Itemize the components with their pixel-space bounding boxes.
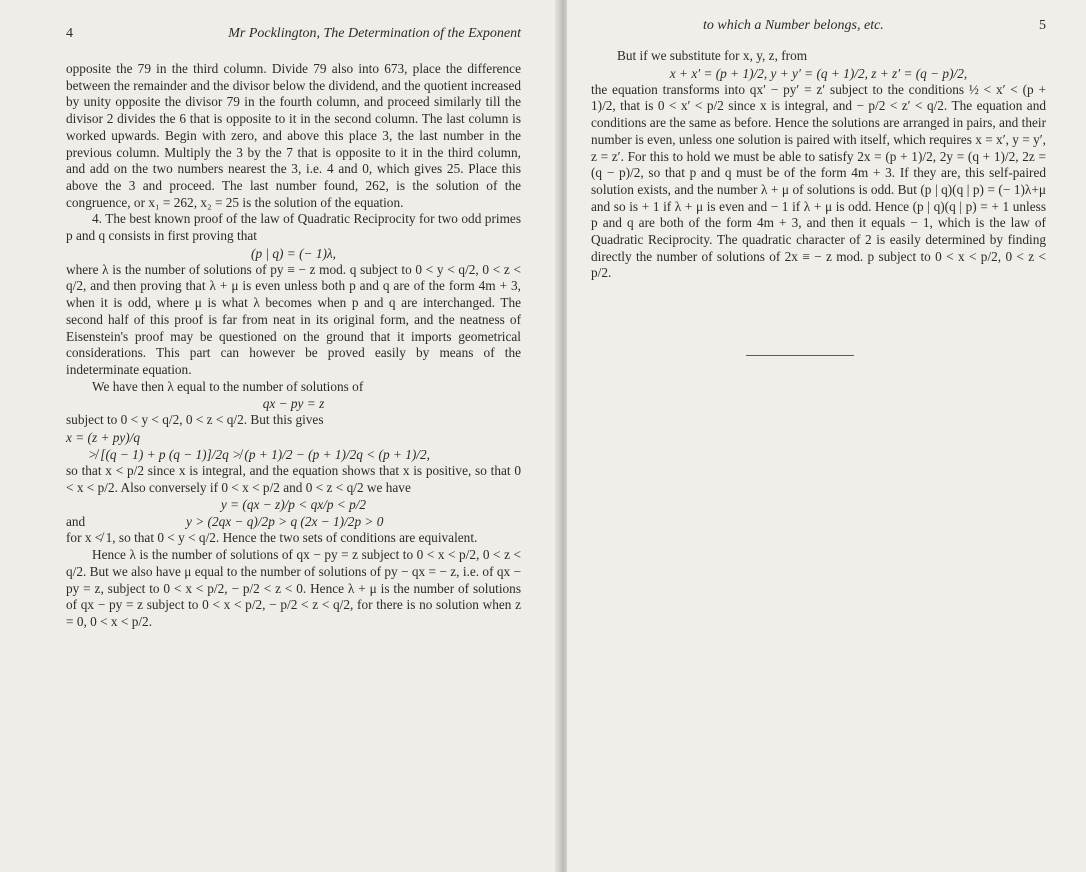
equation-substitution: x + x′ = (p + 1)/2, y + y′ = (q + 1)/2, z + z′ = (q − p)/2, (669, 65, 968, 81)
end-rule (746, 355, 854, 356)
and-label: and (66, 514, 86, 530)
equation-x-line2: ≯ [(q − 1) + p (q − 1)]/2q ≯ (p + 1)/2 − (p + 1)/2q < (p + 1)/2, (88, 447, 430, 463)
equation-symbol: (p | q) = (− 1)λ, (251, 245, 336, 261)
paragraph: subject to 0 < y < q/2, 0 < z < q/2. But this gives (66, 412, 324, 428)
left-page-header (66, 26, 521, 48)
paragraph: Hence λ is the number of solutions of qx − py = z subject to 0 < x < p/2, 0 < z < q/2. But we also have μ equal to the number of solutions of py − qx = − z, i.e. of qx − py = z, subject to 0 < x < p/2, − p/2 < z < 0. Hence λ + μ is the number of solutions of qx − py = z subject to 0 < x < p/2, − p/2 < z < q/2, for there is no solution when z = 0, 0 < x < p/2. (66, 547, 521, 629)
equation-x-line1: x = (z + py)/q (66, 430, 141, 446)
paragraph: But if we substitute for x, y, z, from (617, 48, 808, 63)
right-page (567, 0, 1086, 872)
paragraph: the equation transforms into qx′ − py′ = z′ subject to the conditions ½ < x′ < (p + 1)/2, that is 0 < x′ < p/2 since x is integral, and − p/2 < z′ < q/2. The equation and conditions are the same as before. Hence the solutions are arranged in pairs, and their number is even, unless one solution is paired with itself, which requires x = x′, y = y′, z = z′. For this to hold we must be able to satisfy 2x = (p + 1)/2, 2y = (q + 1)/2, 2z = (q − p)/2, so that p and q must be of the form 4m + 3. If they are, this self-paired solution exists, and the number λ + μ of solutions is odd. But (p | q)(q | p) = (− 1)λ+μ and so is + 1 if λ + μ is even and − 1 if λ + μ is odd. Hence (p | q)(q | p) = + 1 unless p and q are both of the form 4m + 3, and then it equals − 1, which is the law of Quadratic Reciprocity. The quadratic character of 2 is easily determined by finding directly the number of solutions of 2x ≡ − z mod. p subject to 0 < x < p/2, 0 < z < p/2. (591, 81, 1046, 281)
running-head: Mr Pocklington, The Determination of the Exponent (228, 26, 521, 41)
page-number: 5 (1039, 18, 1046, 33)
equation-indeterminate: qx − py = z (262, 396, 325, 412)
paragraph: opposite the 79 in the third column. Divide 79 also into 673, place the difference between the remainder and the divisor below the dividend, and the quotient increased by unity opposite the divisor 79 in the fourth column, and proceed similarly till the divisor 2 divides the 6 that is opposite to it in the second column. The last column is worked upwards. Begin with zero, and above this place 3, the last number in the previous column. Multiply the 3 by the 7 that is opposite to it in the third column, and add on the two numbers nearest the 3, i.e. 4 and 0, which gives 25. Place this above the 3 and proceed. The last number found, 262, is the solution of the congruence, or x₁ = 262, x₂ = 25 is the solution of the equation. (66, 61, 521, 210)
right-page-header (591, 18, 1046, 40)
paragraph: We have then λ equal to the number of solutions of (92, 378, 364, 394)
paragraph: where λ is the number of solutions of py ≡ − z mod. q subject to 0 < y < q/2, 0 < z < q/2, and then proving that λ + μ is even unless both p and q are of the form 4m + 3, when it is odd, where μ is what λ becomes when p and q are interchanged. The second half of this proof is far from neat in its original form, and the neatness of Eisenstein's proof may be questioned on the ground that it imports geometrical considerations. This part can however be proved easily by means of the indeterminate equation. (66, 261, 521, 377)
equation-y-line1: y = (qx − z)/p < qx/p < p/2 (220, 497, 367, 513)
right-page-body (591, 48, 1046, 356)
equation-y-line2-row (66, 513, 521, 530)
page-number: 4 (66, 26, 73, 41)
paragraph: so that x < p/2 since x is integral, and the equation shows that x is positive, so that 0 < x < p/2. Also conversely if 0 < x < p/2 and 0 < z < q/2 we have (66, 463, 521, 495)
left-page-body (66, 61, 521, 631)
paragraph: for x ≮ 1, so that 0 < y < q/2. Hence the two sets of conditions are equivalent. (66, 530, 478, 546)
paragraph: 4. The best known proof of the law of Quadratic Reciprocity for two odd primes p and q consists in first proving that (66, 211, 521, 244)
equation-y-line2: y > (2qx − q)/2p > q (2x − 1)/2p > 0 (186, 514, 384, 530)
running-head: to which a Number belongs, etc. (703, 18, 884, 33)
